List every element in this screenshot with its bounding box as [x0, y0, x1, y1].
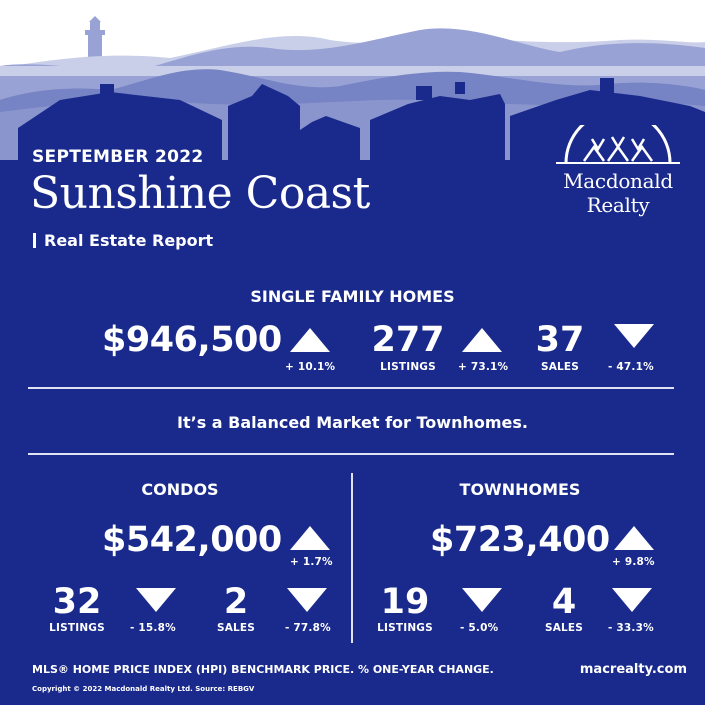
subtitle-bar — [33, 233, 36, 248]
footer-copyright: Copyright © 2022 Macdonald Realty Ltd. Source: REBGV — [32, 685, 255, 693]
single-family-sales-change: - 47.1% — [608, 361, 654, 373]
divider-top — [28, 387, 674, 389]
divider-middle — [28, 453, 674, 455]
single-family-listings-change: + 73.1% — [458, 361, 509, 373]
report-date: SEPTEMBER 2022 — [32, 147, 204, 167]
condos-price: $542,000 — [102, 520, 282, 560]
townhomes-sales-label: SALES — [544, 622, 584, 634]
condos-sales: 2 — [223, 582, 249, 622]
arrow-up-icon — [290, 328, 330, 352]
logo-emblem-icon — [548, 125, 688, 165]
water — [0, 66, 705, 76]
single-family-title: SINGLE FAMILY HOMES — [250, 287, 455, 306]
arrow-down-icon — [287, 588, 327, 612]
single-family-sales: 37 — [535, 320, 585, 360]
condos-listings: 32 — [52, 582, 102, 622]
arrow-down-icon — [612, 588, 652, 612]
townhomes-sales-change: - 33.3% — [608, 622, 654, 634]
logo-name-line1: Macdonald — [563, 169, 673, 193]
townhomes-listings-change: - 5.0% — [460, 622, 499, 634]
single-family-listings-label: LISTINGS — [380, 361, 436, 373]
single-family-sales-label: SALES — [540, 361, 580, 373]
divider-vertical — [351, 473, 353, 643]
single-family-price-change: + 10.1% — [285, 361, 336, 373]
single-family-price: $946,500 — [102, 320, 282, 360]
townhomes-sales: 4 — [551, 582, 577, 622]
condos-listings-change: - 15.8% — [130, 622, 176, 634]
arrow-up-icon — [614, 526, 654, 550]
condos-listings-label: LISTINGS — [49, 622, 105, 634]
arrow-down-icon — [462, 588, 502, 612]
page-subtitle — [33, 231, 213, 250]
townhomes-price-change: + 9.8% — [612, 556, 655, 568]
condos-price-change: + 1.7% — [290, 556, 333, 568]
townhomes-listings-label: LISTINGS — [377, 622, 433, 634]
condos-sales-label: SALES — [216, 622, 256, 634]
arrow-down-icon — [136, 588, 176, 612]
website-link[interactable]: macrealty.com — [579, 662, 687, 677]
brand-logo — [548, 125, 688, 217]
page-title: Sunshine Coast — [30, 168, 370, 219]
arrow-up-icon — [290, 526, 330, 550]
condos-title: CONDOS — [141, 480, 219, 499]
subtitle-text: Real Estate Report — [44, 231, 214, 250]
arrow-up-icon — [462, 328, 502, 352]
townhomes-listings: 19 — [380, 582, 430, 622]
single-family-listings: 277 — [371, 320, 445, 360]
townhomes-price: $723,400 — [430, 520, 610, 560]
logo-name-line2: Realty — [586, 193, 650, 217]
townhomes-title: TOWNHOMES — [459, 480, 581, 499]
footer-note: MLS® HOME PRICE INDEX (HPI) BENCHMARK PRICE. % ONE-YEAR CHANGE. — [32, 663, 494, 676]
arrow-down-icon — [614, 324, 654, 348]
condos-sales-change: - 77.8% — [285, 622, 331, 634]
market-message: It’s a Balanced Market for Townhomes. — [177, 413, 528, 432]
